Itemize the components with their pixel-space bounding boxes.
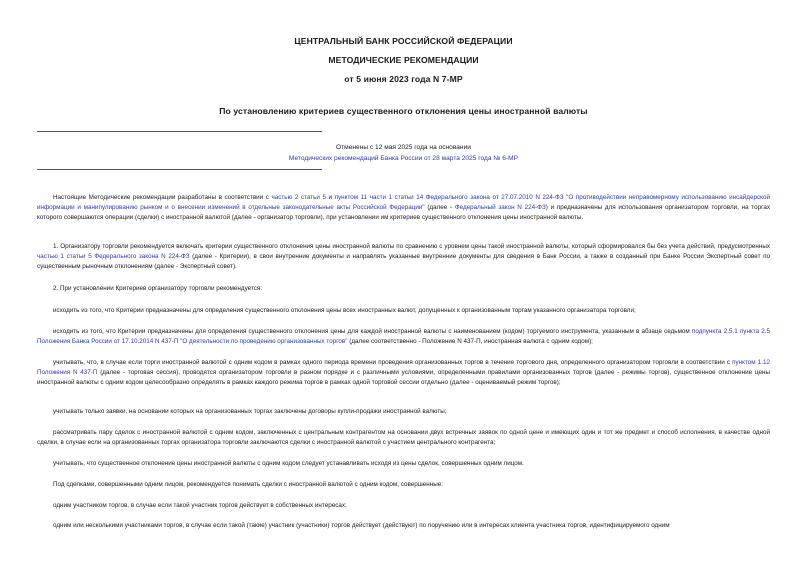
repeal-link[interactable]: Методических рекомендаций Банка России от 28 марта 2025 года № 6-МР xyxy=(288,155,519,162)
link-federal-law-224[interactable]: пунктом 11 части 1 статьи 14 Федерального закона от 27.07.2010 N 224-ФЗ "О противодействии неправомерному использованию инсайдерской информации и манипулированию рынком и о внесении изменений в отдельные законодательные акты Российской Федерации" xyxy=(37,194,770,212)
link-federal-law-224-short[interactable]: Федеральный закон N 224-ФЗ xyxy=(454,204,546,212)
item-1-paragraph xyxy=(37,242,770,273)
clause-a-paragraph: исходить из того, что Критерии предназначены для определения существенного отклонения цены всех иностранных валют, допущенных к организованным торгам указанного организатора торговли; xyxy=(53,307,636,314)
intro-text-2: и xyxy=(325,194,335,201)
item-1-text-1: 1. Организатору торговли рекомендуется включать критерии существенного отклонения цены иностранной валюты по сравнению с уровнем цены такой иностранной валюты, который сформировался бы без учета действий, предусмотренных xyxy=(53,243,770,250)
date-number-heading: от 5 июня 2023 года N 7-МР xyxy=(344,74,463,84)
link-regulation-437p-item-1-12[interactable]: пунктом 1.12 Положения N 437-П xyxy=(37,359,770,377)
clause-b-paragraph xyxy=(37,327,770,347)
doc-type-heading: МЕТОДИЧЕСКИЕ РЕКОМЕНДАЦИИ xyxy=(328,55,479,65)
clause-c-paragraph xyxy=(37,358,770,389)
item-2-paragraph: 2. При установлении Критериев организатору торговли рекомендуется: xyxy=(53,285,263,292)
divider-top xyxy=(37,131,322,132)
document-title: По установлению критериев существенного отклонения цены иностранной валюты xyxy=(219,106,588,116)
clause-i-paragraph: одним или несколькими участниками торгов, в случае если такой (такие) участник (участники) торгов действует (действуют) по поручению или в интересах клиента участника торгов, идентифицируемого одним xyxy=(53,522,670,529)
item-1-text-2: (далее - Критерии), в свои внутренние документы и направлять указанные внутренние документы для сведения в Банк России, а также в созданный при Банке России Экспертный совет по существенным рыночным отклонениям (далее - Экспертный совет). xyxy=(37,253,770,271)
clause-b-text-2: (далее соответственно - Положение N 437-П, иностранная валюта с одним кодом); xyxy=(347,338,593,346)
intro-text-4: ) и предназначены для использования организатором торговли, на торгах которого совершаются операции (сделки) с иностранной валютой (далее - организатор торговли), при установлении им критериев существенного отклонения цены иностранной валюты. xyxy=(37,204,770,222)
divider-bottom xyxy=(37,169,322,170)
issuer-heading: ЦЕНТРАЛЬНЫЙ БАНК РОССИЙСКОЙ ФЕДЕРАЦИИ xyxy=(294,36,513,46)
intro-text-1: Настоящие Методические рекомендации разработаны в соответствии с xyxy=(53,194,272,201)
link-article-5-part-2[interactable]: частью 2 статьи 5 xyxy=(271,194,326,201)
status-line: Отменены с 12 мая 2025 года на основании xyxy=(336,144,471,151)
clause-d-paragraph: учитывать только заявки, на основании которых на организованных торгах заключены договоры купли-продажи иностранной валюты; xyxy=(53,408,447,415)
clause-h-paragraph: одним участником торгов, в случае если такой участник торгов действует в собственных интересах; xyxy=(53,502,347,509)
intro-text-3: (далее - xyxy=(424,204,455,212)
clause-c-text-1: учитывать, что, в случае если торги иностранной валютой с одним кодом в рамках одного периода времени проведения организованных торгов в течение торгового дня, определенного организатором торговли в соответствии с xyxy=(53,359,733,366)
clause-e-paragraph: рассматривать пару сделок с иностранной валютой с одним кодом, заключенных с центральным контрагентом на основании двух встречных заявок по одной цене и имеющих один и тот же предмет и способ исполнения, в качестве одной сделки, в случае если на организованных торгах организатора торговли заключаются сделки с иностранной валютой с участием центрального контрагента; xyxy=(37,429,770,447)
link-article-5-part-1[interactable]: частью 1 статьи 5 Федерального закона N 224-ФЗ xyxy=(37,253,190,261)
clause-c-text-2: (далее - торговая сессия), проводятся организатором торговли в разном порядке и с различными условиями, определенными правилами организованных торгов (далее - режимы торгов), существенное отклонение цены иностранной валюты с одним кодом целесообразно определять в рамках каждого режима торгов в рамках одной торговой сессии отдельно (далее - оцениваемый режим торгов); xyxy=(37,369,770,387)
clause-f-paragraph: учитывать, что существенное отклонение цены иностранной валюты с одним кодом следует устанавливать исходя из цены сделок, совершенных одним лицом. xyxy=(53,460,524,467)
intro-paragraph xyxy=(37,193,770,224)
link-regulation-437p[interactable]: подпункта 2.5.1 пункта 2.5 Положения Банка России от 17.10.2014 N 437-П "О деятельности по проведению организованных торгов" xyxy=(37,328,770,346)
clause-g-paragraph: Под сделками, совершенными одним лицом, рекомендуется понимать сделки с иностранной валютой с одним кодом, совершенные: xyxy=(53,481,444,488)
clause-b-text-1: исходить из того, что Критерии предназначены для определения существенного отклонения цены для каждой иностранной валюты с наименованием (кодом) торгуемого инструмента, указанным в абзаце седьмом xyxy=(53,328,692,335)
